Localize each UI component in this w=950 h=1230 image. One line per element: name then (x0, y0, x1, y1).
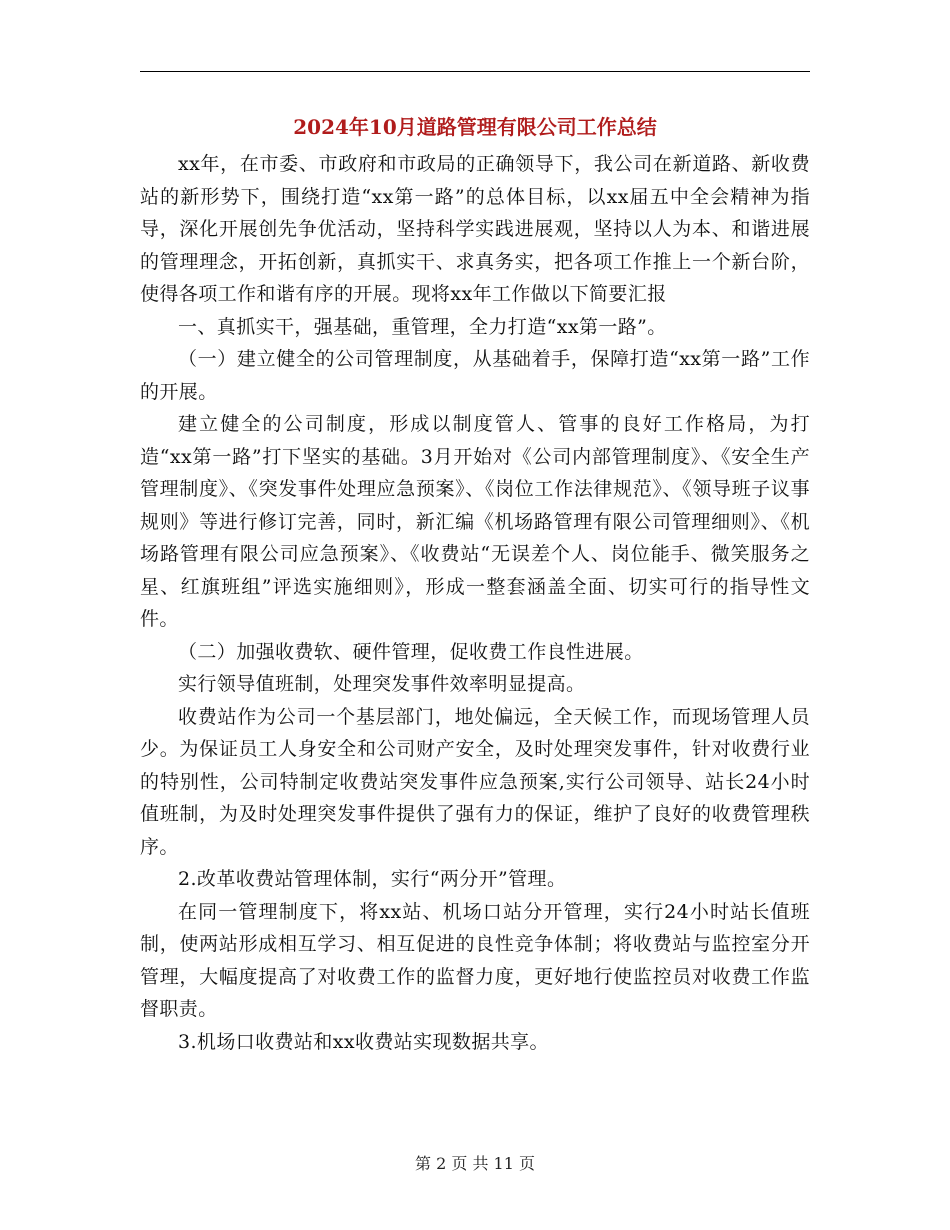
page-footer: 第 2 页 共 11 页 (415, 1154, 535, 1173)
document-body (140, 148, 810, 1058)
subsection-heading-2: （二）加强收费软、硬件管理，促收费工作良性进展。 (178, 640, 644, 663)
header-rule (140, 71, 810, 72)
paragraph-separation: 在同一管理制度下，将xx站、机场口站分开管理，实行24小时站长值班制，使两站形成相互学习、相互促进的良性竞争体制；将收费站与监控室分开管理，大幅度提高了对收费工作的监督力度，更好地行使监控员对收费工作监督职责。 (140, 900, 810, 1020)
paragraph-toll-station: 收费站作为公司一个基层部门，地处偏远，全天候工作，而现场管理人员少。为保证员工人身安全和公司财产安全，及时处理突发事件，针对收费行业的特别性，公司特制定收费站突发事件应急预案,实行公司领导、站长24小时值班制，为及时处理突发事件提供了强有力的保证，维护了良好的收费管理秩序。 (140, 705, 810, 858)
paragraph-duty-system: 实行领导值班制，处理突发事件效率明显提高。 (178, 673, 586, 695)
section-heading-1: 一、真抓实干，强基础，重管理，全力打造“xx第一路”。 (178, 315, 667, 338)
subsection-heading-1: （一）建立健全的公司管理制度，从基础着手，保障打造“xx第一路”工作的开展。 (140, 348, 810, 403)
document-title: 2024年10月道路管理有限公司工作总结 (293, 115, 657, 139)
paragraph-intro: xx年，在市委、市政府和市政局的正确领导下，我公司在新道路、新收费站的新形势下，围绕打造“xx第一路”的总体目标，以xx届五中全会精神为指导，深化开展创先争优活动，坚持科学实践进展观，坚持以人为本、和谐进展的管理理念，开拓创新，真抓实干、求真务实，把各项工作推上一个新台阶，使得各项工作和谐有序的开展。现将xx年工作做以下简要汇报 (140, 153, 810, 305)
item-heading-3: 3.机场口收费站和xx收费站实现数据共享。 (178, 1030, 549, 1053)
paragraph-management-system: 建立健全的公司制度，形成以制度管人、管事的良好工作格局，为打造“xx第一路”打下坚实的基础。3月开始对《公司内部管理制度》、《安全生产管理制度》、《突发事件处理应急预案》、《岗位工作法律规范》、《领导班子议事规则》等进行修订完善，同时，新汇编《机场路管理有限公司管理细则》、《机场路管理有限公司应急预案》、《收费站“无误差个人、岗位能手、微笑服务之星、红旗班组”评选实施细则》，形成一整套涵盖全面、切实可行的指导性文件。 (140, 413, 810, 630)
item-heading-2: 2.改革收费站管理体制，实行“两分开”管理。 (178, 868, 567, 890)
